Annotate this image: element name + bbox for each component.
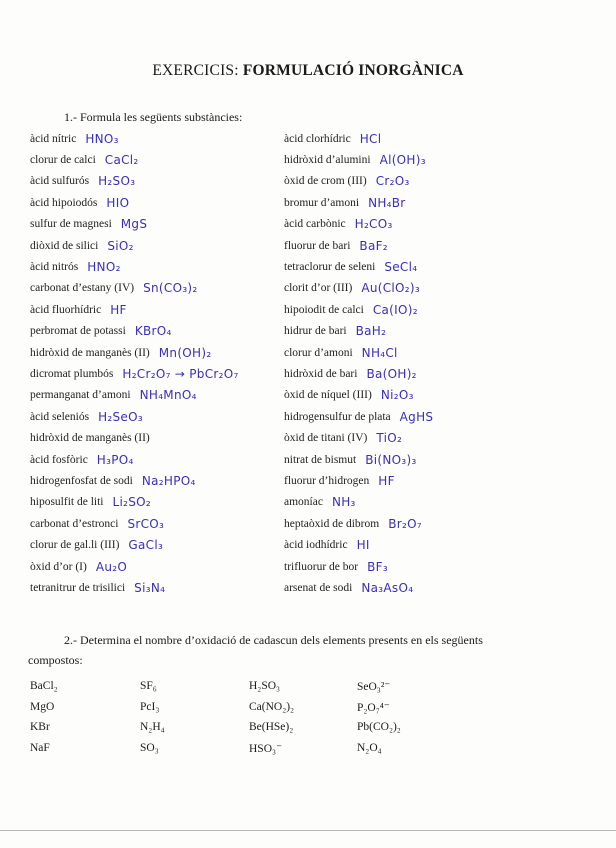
- handwritten-formula: NH₄Cl: [361, 345, 398, 360]
- substance-name: diòxid de silici: [30, 239, 99, 252]
- handwritten-formula: Na₂HPO₄: [141, 473, 196, 488]
- substance-row: [284, 385, 604, 406]
- substance-name: hidròxid de manganès (II): [30, 432, 150, 445]
- substance-row: [30, 149, 290, 170]
- substance-name: clorur de calci: [30, 154, 96, 167]
- handwritten-formula: H₃PO₄: [96, 452, 134, 467]
- substance-name: clorur de gal.li (III): [30, 539, 120, 552]
- substance-name: bromur d’amoni: [284, 196, 360, 209]
- section1-right-column: [284, 128, 604, 599]
- substance-row: [30, 192, 290, 213]
- handwritten-formula: H₂Cr₂O₇ → PbCr₂O₇: [122, 366, 239, 381]
- handwritten-formula: HNO₂: [87, 260, 121, 275]
- substance-row: [284, 214, 604, 235]
- substance-name: òxid de titani (IV): [284, 432, 368, 445]
- substance-name: àcid nitrós: [30, 261, 79, 274]
- substance-row: [30, 299, 290, 320]
- compound-cell: Pb(CO₂)₂: [357, 721, 401, 734]
- compound-cell: P₂O₇⁴⁻: [357, 701, 390, 714]
- handwritten-formula: Ni₂O₃: [380, 388, 414, 403]
- substance-row: [30, 449, 290, 470]
- section2-heading-line1: 2.- Determina el nombre d’oxidació de cadascun dels elements presents en els següents: [64, 633, 483, 647]
- substance-row: [284, 192, 604, 213]
- substance-row: [284, 128, 604, 149]
- substance-name: nitrat de bismut: [284, 453, 357, 466]
- substance-name: àcid nítric: [30, 132, 77, 145]
- substance-name: hipoiodit de calci: [284, 303, 364, 316]
- substance-name: òxid de crom (III): [284, 175, 367, 188]
- substance-name: permanganat d’amoni: [30, 389, 131, 402]
- substance-name: hidròxid d’alumini: [284, 154, 371, 167]
- title-bold: FORMULACIÓ INORGÀNICA: [242, 62, 464, 79]
- handwritten-formula: Cr₂O₃: [375, 174, 410, 189]
- substance-name: clorit d’or (III): [284, 282, 353, 295]
- handwritten-formula: H₂SO₃: [98, 174, 136, 189]
- substance-name: dicromat plumbós: [30, 367, 114, 380]
- compound-cell: MgO: [30, 700, 55, 713]
- substance-name: àcid fluorhídric: [30, 303, 102, 316]
- substance-name: àcid seleniós: [30, 410, 90, 423]
- compound-cell: N₂H₄: [140, 721, 165, 734]
- handwritten-formula: Si₃N₄: [134, 580, 166, 595]
- substance-row: [284, 171, 604, 192]
- substance-row: [284, 513, 604, 534]
- handwritten-formula: Li₂SO₂: [112, 495, 151, 510]
- substance-name: carbonat d’estany (IV): [30, 282, 135, 295]
- substance-row: [30, 128, 290, 149]
- handwritten-formula: Al(OH)₃: [379, 153, 426, 168]
- substance-row: [284, 278, 604, 299]
- compound-cell: NaF: [30, 741, 50, 754]
- handwritten-formula: HNO₃: [85, 131, 119, 146]
- handwritten-formula: TiO₂: [376, 431, 403, 446]
- handwritten-formula: Ba(OH)₂: [366, 366, 417, 381]
- handwritten-formula: CaCl₂: [104, 153, 139, 168]
- substance-row: [30, 363, 290, 384]
- compound-cell: Be(HSe)₂: [249, 721, 294, 734]
- substance-row: [30, 256, 290, 277]
- compound-cell: SeO₃²⁻: [357, 681, 391, 694]
- substance-name: àcid carbònic: [284, 218, 346, 231]
- substance-row: [284, 149, 604, 170]
- handwritten-formula: Au₂O: [95, 559, 128, 574]
- substance-row: [284, 470, 604, 491]
- substance-name: òxid d’or (I): [30, 560, 87, 573]
- substance-name: hidrogenfosfat de sodi: [30, 474, 133, 487]
- handwritten-formula: MgS: [120, 217, 148, 232]
- handwritten-formula: Na₃AsO₄: [361, 580, 414, 595]
- substance-row: [284, 556, 604, 577]
- substance-row: [30, 492, 290, 513]
- compound-cell: HSO₃⁻: [249, 742, 283, 755]
- page-title: [0, 62, 616, 80]
- substance-name: àcid sulfurós: [30, 175, 90, 188]
- substance-name: clorur d’amoni: [284, 346, 353, 359]
- substance-name: tetraclorur de seleni: [284, 261, 376, 274]
- section2-heading-line2: compostos:: [28, 653, 83, 667]
- substance-row: [284, 321, 604, 342]
- handwritten-formula: H₂SeO₃: [98, 409, 143, 424]
- substance-name: carbonat d’estronci: [30, 517, 119, 530]
- handwritten-formula: BaF₂: [359, 238, 388, 253]
- handwritten-formula: SiO₂: [107, 238, 134, 253]
- handwritten-formula: H₂CO₃: [354, 217, 393, 232]
- substance-name: hiposulfit de liti: [30, 496, 104, 509]
- handwritten-formula: BF₃: [367, 559, 388, 574]
- substance-name: hidròxid de bari: [284, 367, 358, 380]
- handwritten-formula: Ca(IO)₂: [372, 302, 418, 317]
- substance-row: [30, 171, 290, 192]
- substance-name: àcid fosfòric: [30, 453, 88, 466]
- compound-cell: N₂O₄: [357, 741, 382, 754]
- compound-cell: KBr: [30, 721, 50, 734]
- handwritten-formula: NH₄MnO₄: [139, 388, 197, 403]
- substance-row: [284, 299, 604, 320]
- substance-row: [30, 342, 290, 363]
- section1-heading: 1.- Formula les següents substàncies:: [64, 110, 243, 124]
- handwritten-formula: HF: [378, 473, 395, 488]
- handwritten-formula: Au(ClO₂)₃: [361, 281, 420, 296]
- substance-name: àcid hipoiodós: [30, 196, 98, 209]
- handwritten-formula: AgHS: [399, 409, 434, 424]
- substance-name: àcid iodhídric: [284, 539, 348, 552]
- handwritten-formula: Sn(CO₃)₂: [143, 281, 198, 296]
- substance-row: [284, 492, 604, 513]
- handwritten-formula: KBrO₄: [134, 324, 172, 339]
- handwritten-formula: BaH₂: [355, 324, 387, 339]
- substance-row: [284, 363, 604, 384]
- substance-name: òxid de níquel (III): [284, 389, 372, 402]
- substance-row: [284, 427, 604, 448]
- substance-row: [30, 577, 290, 598]
- section2-compound-grid: [30, 676, 467, 758]
- page-bottom-rule: [0, 830, 616, 831]
- substance-row: [30, 427, 290, 448]
- handwritten-formula: Bi(NO₃)₃: [365, 452, 417, 467]
- substance-name: hidrogensulfur de plata: [284, 410, 391, 423]
- handwritten-formula: HIO: [106, 195, 130, 210]
- substance-row: [30, 321, 290, 342]
- substance-row: [30, 470, 290, 491]
- substance-name: hidrur de bari: [284, 325, 347, 338]
- handwritten-formula: HF: [110, 302, 127, 317]
- title-prefix: EXERCICIS:: [152, 62, 239, 79]
- substance-name: arsenat de sodi: [284, 581, 353, 594]
- handwritten-formula: NH₃: [331, 495, 356, 510]
- substance-row: [284, 577, 604, 598]
- substance-row: [284, 406, 604, 427]
- substance-name: àcid clorhídric: [284, 132, 351, 145]
- handwritten-formula: SeCl₄: [384, 260, 418, 275]
- substance-name: perbromat de potassi: [30, 325, 126, 338]
- substance-row: [284, 342, 604, 363]
- substance-row: [30, 406, 290, 427]
- substance-name: sulfur de magnesi: [30, 218, 112, 231]
- substance-name: tetranitrur de trisilici: [30, 581, 126, 594]
- substance-name: fluorur de bari: [284, 239, 351, 252]
- compound-cell: BaCl₂: [30, 680, 58, 693]
- handwritten-formula: SrCO₃: [127, 516, 165, 531]
- compound-cell: H₂SO₃: [249, 680, 281, 693]
- handwritten-formula: Br₂O₇: [388, 516, 422, 531]
- substance-row: [284, 449, 604, 470]
- substance-name: hidròxid de manganès (II): [30, 346, 150, 359]
- handwritten-formula: Mn(OH)₂: [158, 345, 212, 360]
- substance-name: amoníac: [284, 496, 323, 509]
- substance-row: [30, 235, 290, 256]
- substance-name: trifluorur de bor: [284, 560, 359, 573]
- compound-cell: PcI₃: [140, 700, 160, 713]
- compound-cell: SO₃: [140, 741, 159, 754]
- compound-cell: Ca(NO₂)₂: [249, 700, 295, 713]
- handwritten-formula: HI: [356, 538, 370, 553]
- handwritten-formula: GaCl₃: [128, 538, 164, 553]
- substance-row: [30, 513, 290, 534]
- substance-name: fluorur d’hidrogen: [284, 474, 370, 487]
- substance-row: [30, 278, 290, 299]
- handwritten-formula: HCl: [359, 131, 382, 146]
- substance-row: [284, 256, 604, 277]
- compound-cell: SF₆: [140, 680, 157, 693]
- substance-row: [30, 214, 290, 235]
- section2-heading: [28, 630, 584, 670]
- substance-row: [284, 235, 604, 256]
- substance-row: [30, 385, 290, 406]
- substance-row: [30, 534, 290, 555]
- substance-name: heptaòxid de dibrom: [284, 517, 380, 530]
- handwritten-formula: NH₄Br: [368, 195, 406, 210]
- section1-left-column: [30, 128, 290, 599]
- substance-row: [30, 556, 290, 577]
- substance-row: [284, 534, 604, 555]
